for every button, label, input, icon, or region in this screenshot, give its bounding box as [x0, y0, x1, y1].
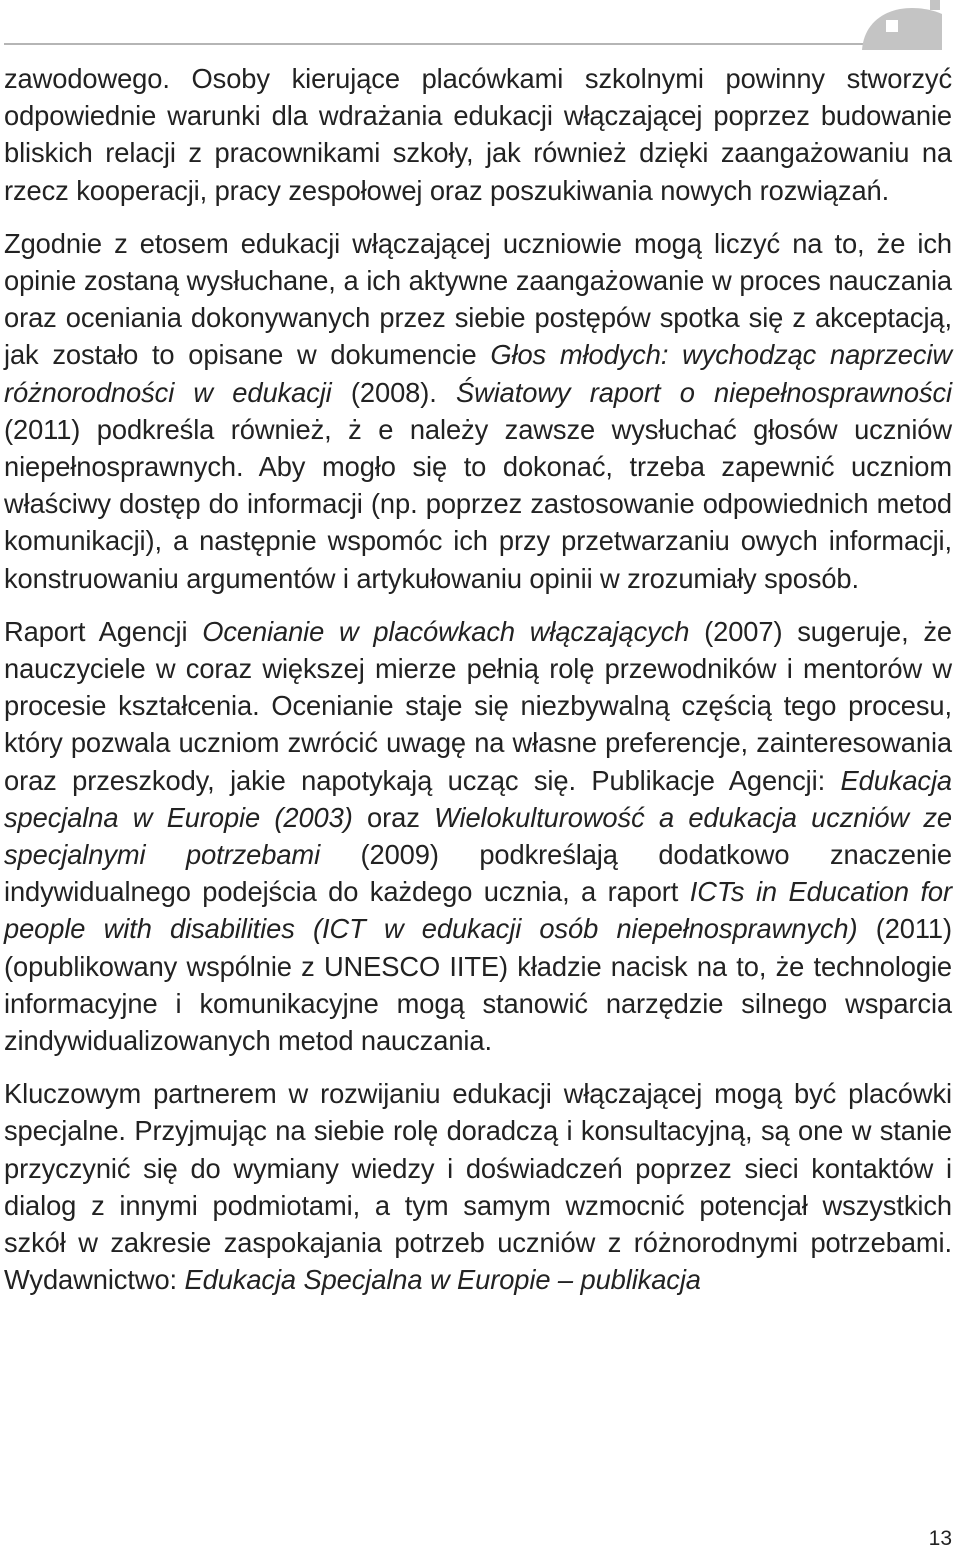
- paragraph: [4, 1075, 952, 1298]
- italic-title-text: Głos młodych: wychodząc naprzeciw różnorodności w edukacji: [4, 339, 952, 408]
- paragraph: [4, 613, 952, 1059]
- italic-title-text: Światowy raport o niepełnosprawności: [455, 376, 953, 408]
- italic-title-text: Wielokulturowość a edukacja uczniów ze specjalnymi potrzebami: [4, 801, 953, 871]
- body-text: Zgodnie z etosem edukacji włączającej uczniowie mogą liczyć na to, że ich opinie zostaną wysłuchane, a ich aktywne zaangażowanie w proces nauczania oraz oceniania dokonywanych przez siebie postępów spotka się z akceptacją, jak zostało to opisane w dokumencie: [4, 227, 952, 371]
- body-text: Raport Agencji: [4, 615, 203, 647]
- body-text: zawodowego. Osoby kierujące placówkami szkolnymi powinny stworzyć odpowiednie warunki dla wdrażania edukacji włączającej poprzez budowanie bliskich relacji z pracownikami szkoły, jak również dzięki zaangażowaniu na rzecz kooperacji, pracy zespołowej oraz poszukiwania nowych rozwiązań.: [4, 63, 952, 206]
- body-text: Kluczowym partnerem w rozwijaniu edukacji włączającej mogą być placówki specjalne. Przyjmując na siebie rolę doradczą i konsultacyjną, są one w stanie przyczynić się do wymiany wiedzy i doświadczeń poprzez sieci kontaktów i dialog z innymi podmiotami, a tym samym wzmocnić potencjał wszystkich szkół w zakresie zaspokajania potrzeb uczniów z różnorodnymi potrzebami. Wydawnictwo:: [4, 1078, 952, 1296]
- paragraph: [4, 60, 952, 209]
- body-text: (2009) podkreślają dodatkowo znaczenie indywidualnego podejścia do każdego ucznia, a raport: [4, 839, 952, 908]
- page-corner-logo-icon: [860, 0, 956, 50]
- body-text: (2011) (opublikowany wspólnie z UNESCO IITE) kładzie nacisk na to, że technologie informacyjne i komunikacyjne mogą stanowić narzędzie silnego wsparcia zindywidualizowanych metod nauczania.: [4, 913, 953, 1057]
- page-number: 13: [928, 1527, 952, 1550]
- body-text: (2008).: [331, 376, 456, 408]
- header-rule: [4, 43, 904, 45]
- italic-title-text: ICTs in Education for people with disabilities (ICT w edukacji osób niepełnosprawnych): [4, 876, 952, 945]
- body-text: (2007) sugeruje, że nauczyciele w coraz większej mierze pełnią rolę przewodników i mentorów w procesie kształcenia. Ocenianie staje się niezbywalną częścią tego procesu, który pozwala uczniom zwrócić uwagę na własne preferencje, zainteresowania oraz przeszkody, jakie napotykają ucząc się. Publikacje Agencji:: [4, 615, 952, 796]
- italic-title-text: Edukacja specjalna w Europie (2003): [4, 764, 952, 833]
- body-text: (2011) podkreśla również, ż e należy zawsze wysłuchać głosów uczniów niepełnosprawnych. Aby mogło się to dokonać, trzeba zapewnić uczniom właściwy dostęp do informacji (np. poprzez zastosowanie odpowiednich metod komunikacji), a następnie wspomóc ich przy przetwarzaniu owych informacji, konstruowaniu argumentów i artykułowaniu opinii w zrozumiały sposób.: [4, 413, 952, 594]
- body-text: oraz: [352, 801, 435, 833]
- italic-title-text: Ocenianie w placówkach włączających: [202, 615, 690, 647]
- paragraph: [4, 225, 952, 597]
- italic-title-text: Edukacja Specjalna w Europie – publikacja: [184, 1264, 701, 1296]
- page-body: [4, 60, 952, 1315]
